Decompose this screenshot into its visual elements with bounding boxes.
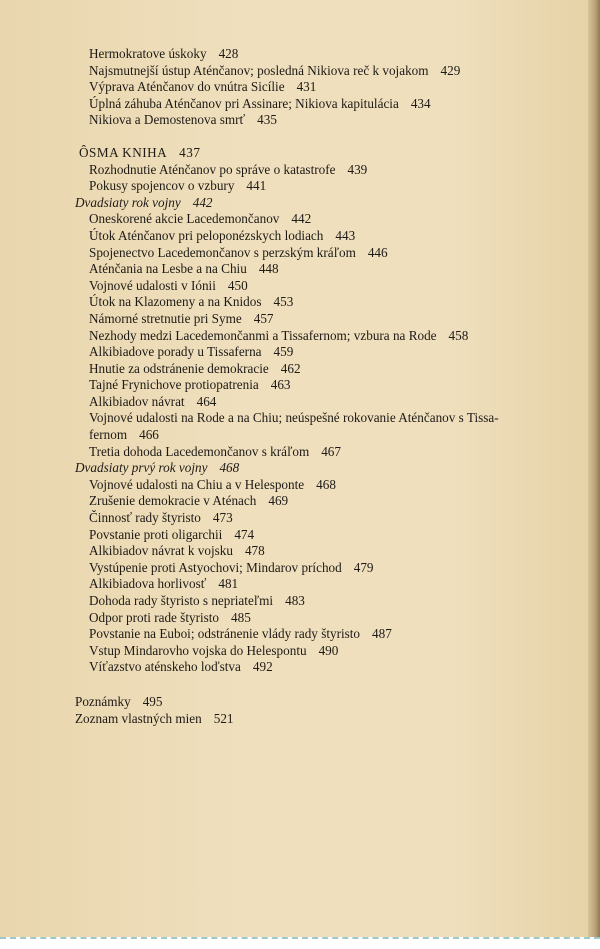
page-number: 458	[448, 327, 469, 343]
entry-text: Vystúpenie proti Astyochovi; Mindarov príchod	[89, 559, 342, 575]
page-number: 478	[244, 543, 265, 559]
entry-text: Alkibiadova horlivosť	[89, 576, 207, 592]
toc-entry	[75, 560, 580, 577]
toc-entry	[75, 694, 580, 711]
toc-heading-book8	[75, 145, 580, 162]
entry-text: Útok Aténčanov pri peloponézskych lodiach	[89, 227, 324, 243]
page-number: 457	[253, 310, 274, 326]
page-edge-right	[588, 0, 600, 949]
page-number: 521	[213, 710, 234, 726]
toc-entry	[75, 178, 580, 195]
toc-entry	[75, 643, 580, 660]
entry-text: Rozhodnutie Aténčanov po správe o katastrofe	[89, 161, 336, 177]
entry-text: Nikiova a Demostenova smrť	[89, 112, 246, 128]
entry-text: Zrušenie demokracie v Aténach	[89, 493, 257, 509]
entry-text: Vojnové udalosti na Chiu a v Helesponte	[89, 476, 305, 492]
toc-entry	[75, 261, 580, 278]
toc-group-book7-end	[75, 46, 580, 129]
page-number: 466	[139, 427, 159, 443]
page-number: 481	[218, 576, 239, 592]
toc-entry	[75, 79, 580, 96]
page-number: 469	[268, 493, 289, 509]
page-number: 442	[192, 194, 213, 210]
entry-text: Víťazstvo aténskeho loďstva	[89, 659, 241, 675]
toc-entry	[75, 112, 580, 129]
entry-text: Vojnové udalosti v Iónii	[89, 277, 216, 293]
page-number: 487	[372, 626, 392, 642]
toc-group-year21-end	[75, 444, 580, 461]
toc-entry	[75, 63, 580, 80]
table-of-contents	[75, 46, 580, 727]
entry-text: Povstanie proti oligarchii	[89, 526, 223, 542]
entry-text: Tajné Frynichove protiopatrenia	[89, 377, 259, 393]
entry-text: Povstanie na Euboi; odstránenie vlády rady štyristo	[89, 626, 361, 642]
toc-entry-wrapped	[75, 410, 580, 443]
page-number: 446	[367, 244, 388, 260]
page-number: 473	[212, 510, 233, 526]
toc-entry	[75, 211, 580, 228]
page-number: 468	[316, 476, 336, 492]
toc-entry	[75, 361, 580, 378]
toc-entry	[75, 377, 580, 394]
toc-entry	[75, 527, 580, 544]
toc-entry	[75, 593, 580, 610]
toc-entry	[75, 278, 580, 295]
toc-entry	[75, 493, 580, 510]
toc-group-year22	[75, 477, 580, 676]
page-number: 428	[218, 46, 239, 61]
toc-heading-year22	[75, 460, 580, 477]
toc-entry	[75, 228, 580, 245]
spacer	[75, 129, 580, 145]
toc-entry	[75, 444, 580, 461]
toc-group-backmatter	[75, 694, 580, 727]
toc-entry	[75, 245, 580, 262]
entry-text: Dohoda rady štyristo s nepriateľmi	[89, 593, 274, 608]
page-number: 464	[196, 393, 217, 409]
toc-entry	[75, 711, 580, 728]
page-number: 439	[347, 161, 368, 177]
page-number: 483	[285, 593, 305, 608]
page-number: 443	[335, 227, 356, 243]
toc-heading-year21	[75, 195, 580, 212]
heading-title: Dvadsiaty prvý rok vojny	[75, 460, 208, 476]
entry-text: fernom	[89, 427, 128, 443]
entry-text: Oneskorené akcie Lacedemončanov	[89, 211, 280, 227]
toc-entry	[75, 543, 580, 560]
page-number: 495	[142, 693, 163, 709]
entry-text: Činnosť rady štyristo	[89, 510, 201, 526]
entry-text: Alkibiadove porady u Tissaferna	[89, 344, 262, 360]
toc-entry	[75, 294, 580, 311]
toc-entry	[75, 46, 580, 63]
entry-text: Aténčania na Lesbe a na Chiu	[89, 261, 247, 277]
toc-entry	[75, 477, 580, 494]
entry-text: Spojenectvo Lacedemončanov s perzským kráľom	[89, 244, 356, 260]
entry-text: Odpor proti rade štyristo	[89, 609, 220, 625]
entry-text: Úplná záhuba Aténčanov pri Assinare; Nikiova kapitulácia	[89, 95, 399, 111]
page-number: 467	[321, 443, 341, 459]
page-number: 448	[258, 261, 279, 277]
entry-line-2	[89, 427, 580, 444]
page-number: 485	[231, 609, 251, 625]
page-number: 450	[227, 277, 248, 293]
toc-entry	[75, 311, 580, 328]
toc-entry	[75, 394, 580, 411]
entry-text: Vstup Mindarovho vojska do Helespontu	[89, 642, 307, 658]
toc-entry	[75, 328, 580, 345]
entry-text: Hnutie za odstránenie demokracie	[89, 360, 269, 376]
heading-title: Dvadsiaty rok vojny	[75, 194, 181, 210]
toc-group-year21	[75, 211, 580, 410]
entry-text: Hermokratove úskoky	[89, 46, 207, 61]
entry-text: Útok na Klazomeny a na Knidos	[89, 294, 262, 310]
page-number: 490	[318, 642, 339, 658]
heading-title: ÔSMA KNIHA	[79, 144, 168, 160]
entry-line-1: Vojnové udalosti na Rode a na Chiu; neúspešné rokovanie Aténčanov s Tissa-	[89, 410, 499, 426]
page-number: 431	[296, 79, 317, 95]
page-number: 453	[273, 294, 294, 310]
entry-text: Najsmutnejší ústup Aténčanov; posledná Nikiova reč k vojakom	[89, 62, 429, 78]
entry-text: Námorné stretnutie pri Syme	[89, 310, 242, 326]
page-number: 442	[291, 211, 312, 227]
page-number: 459	[273, 344, 294, 360]
toc-entry	[75, 659, 580, 676]
page-number: 468	[219, 460, 240, 476]
entry-text: Pokusy spojencov o vzbury	[89, 178, 235, 194]
toc-entry	[75, 344, 580, 361]
toc-entry	[75, 96, 580, 113]
spacer	[75, 676, 580, 694]
toc-entry	[75, 576, 580, 593]
entry-text: Výprava Aténčanov do vnútra Sicílie	[89, 79, 285, 95]
toc-entry	[75, 626, 580, 643]
entry-text: Alkibiadov návrat k vojsku	[89, 543, 233, 559]
entry-text: Alkibiadov návrat	[89, 393, 185, 409]
toc-entry	[75, 162, 580, 179]
page-number: 434	[410, 95, 431, 111]
page-number: 479	[353, 559, 374, 575]
toc-entry	[75, 610, 580, 627]
entry-text: Nezhody medzi Lacedemončanmi a Tissafernom; vzbura na Rode	[89, 327, 437, 343]
entry-text: Tretia dohoda Lacedemončanov s kráľom	[89, 443, 310, 459]
page-number: 441	[246, 178, 267, 194]
entry-text: Zoznam vlastných mien	[75, 710, 202, 726]
toc-group-book8-intro	[75, 162, 580, 195]
page-number: 462	[280, 360, 301, 376]
page-number: 463	[270, 377, 291, 393]
page-number: 492	[252, 659, 273, 675]
entry-text: Poznámky	[75, 693, 131, 709]
page-number: 474	[234, 526, 255, 542]
toc-entry	[75, 510, 580, 527]
page-number: 437	[179, 144, 201, 160]
page-number: 429	[440, 62, 461, 78]
scan-bottom-edge	[0, 937, 600, 949]
page-number: 435	[257, 112, 277, 128]
